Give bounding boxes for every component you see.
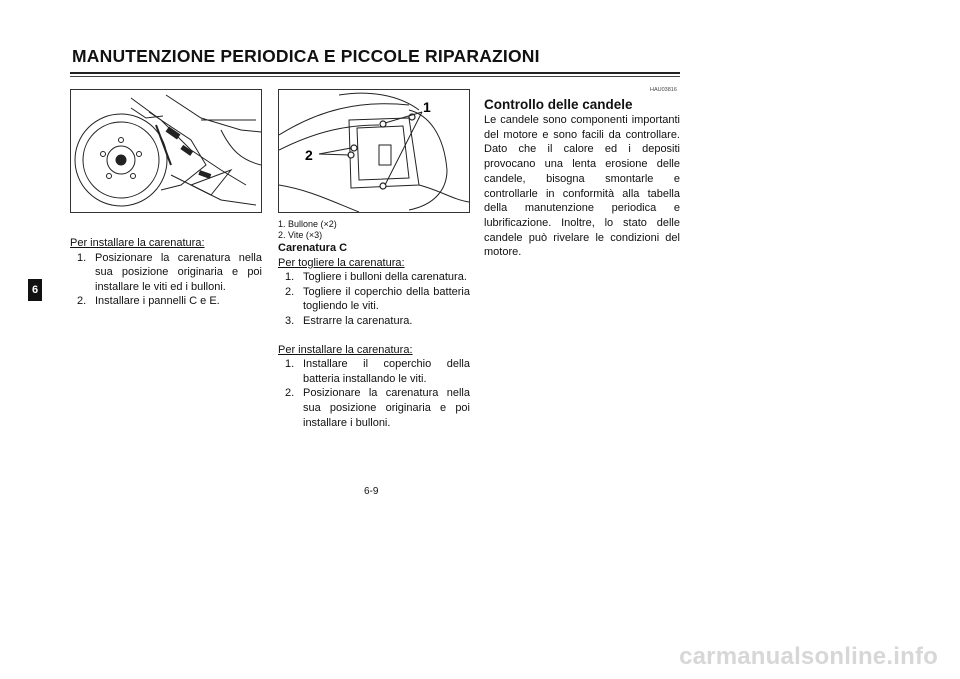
page-title: MANUTENZIONE PERIODICA E PICCOLE RIPARAZIONI	[72, 46, 540, 66]
list-item: 2. Posizionare la carenatura nella sua posizione originaria e poi installare i bulloni.	[285, 387, 470, 429]
remove-list	[278, 270, 470, 328]
page-number: 6-9	[364, 486, 379, 497]
install-heading: Per installare la carenatura:	[70, 237, 205, 249]
install-list-2	[278, 357, 470, 430]
caption-2: 2. Vite (×3)	[278, 229, 323, 240]
list-item: 1. Installare il coperchio della batteria installando le viti.	[285, 358, 470, 385]
column-install-front	[70, 236, 262, 309]
caption-1: 1. Bullone (×2)	[278, 219, 337, 229]
list-item: 1. Posizionare la carenatura nella sua posizione originaria e poi installare le viti ed i bulloni.	[77, 251, 262, 293]
list-item: 2. Installare i pannelli C e E.	[77, 295, 220, 308]
seat-battery-cover-illustration	[279, 90, 469, 212]
section-heading: Carenatura C	[278, 242, 348, 254]
column-fairing-c	[278, 219, 470, 430]
header-rule-thin	[70, 76, 680, 77]
install-heading-2: Per installare la carenatura:	[278, 343, 413, 356]
remove-heading: Per togliere la carenatura:	[278, 256, 405, 269]
callout-1: 1	[423, 99, 431, 115]
front-fairing-illustration	[71, 90, 261, 212]
list-item: 3. Estrarre la carenatura.	[285, 314, 413, 327]
list-item: 2. Togliere il coperchio della batteria togliendo le viti.	[285, 285, 470, 313]
header-rule-thick	[70, 72, 680, 74]
figure-front-fairing	[70, 89, 262, 213]
spark-plug-body: Le candele sono componenti importanti del motore e sono facili da controllare. Dato che il calore ed i depositi provocano una lenta erosione delle candele, bisogna smontarle e controllarle in conformità alla tabella della manutenzione periodica e lubrificazione. Inoltre, lo stato delle candele può rivelare le condizioni del motore.	[484, 114, 680, 259]
callout-2: 2	[305, 147, 313, 163]
figure-seat-cover	[278, 89, 470, 213]
watermark: carmanualsonline.info	[679, 643, 938, 670]
section-title-spark-plugs: Controllo delle candele	[484, 97, 633, 112]
install-list	[70, 251, 262, 309]
chapter-tab: 6	[28, 279, 42, 301]
list-item: 1. Togliere i bulloni della carenatura.	[285, 271, 467, 284]
reference-code: HAU03816	[650, 87, 677, 93]
